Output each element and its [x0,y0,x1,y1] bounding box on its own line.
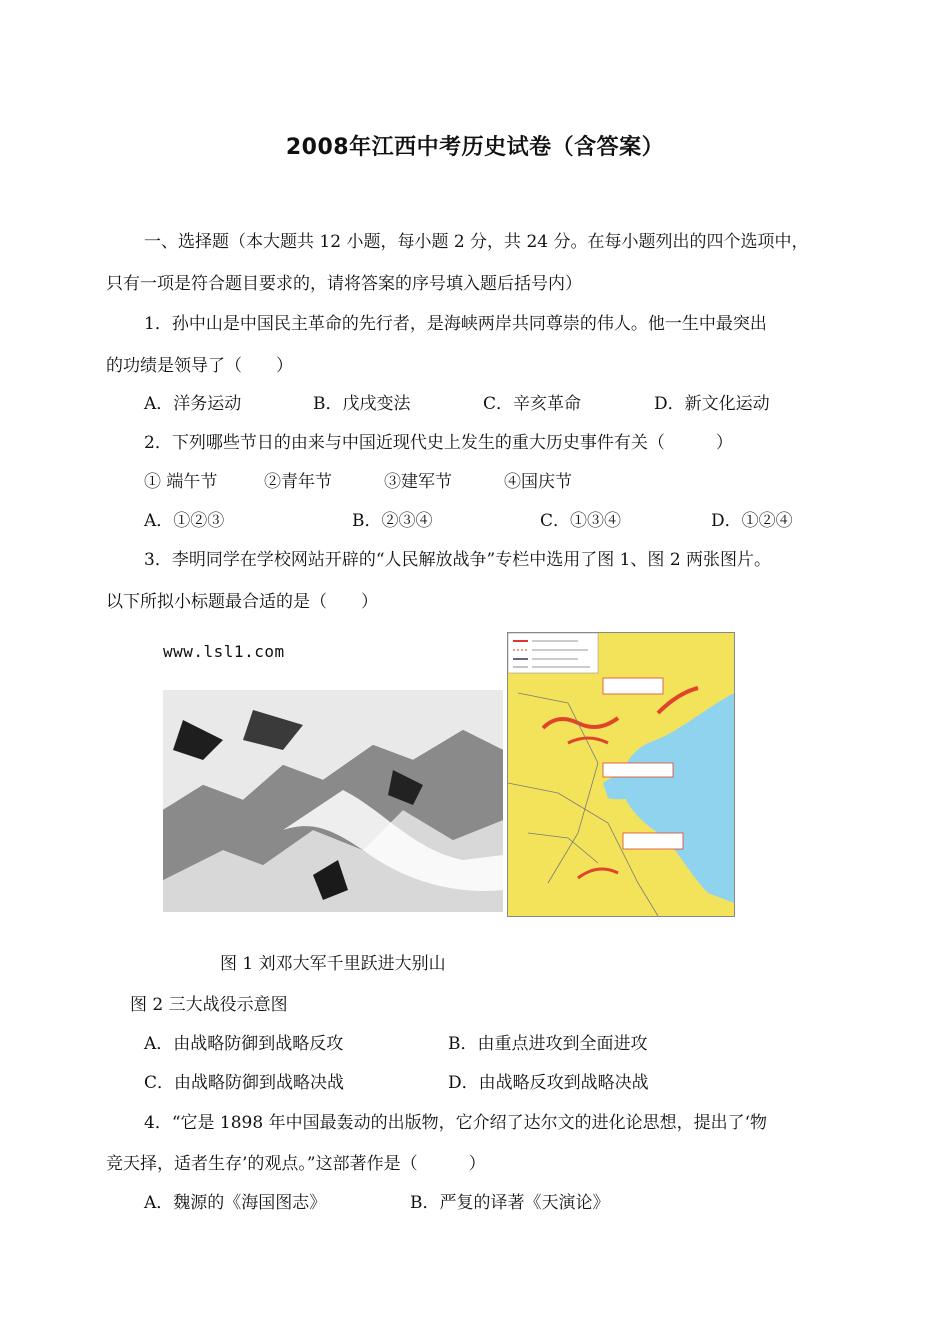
question-3-option-d: D．由战略反攻到战略决战 [448,1073,649,1093]
question-2-item-4: ④国庆节 [504,472,572,492]
question-2-item-2: ②青年节 [264,472,332,492]
question-1-line-2: 的功绩是领导了（ ） [106,356,293,376]
question-2-option-c: C．①③④ [540,511,622,531]
question-3-line-1: 3．李明同学在学校网站开辟的“人民解放战争”专栏中选用了图 1、图 2 两张图片。 [144,550,772,570]
question-1-option-b: B．戊戌变法 [313,394,411,414]
section-intro-line-2: 只有一项是符合题目要求的，请将答案的序号填入题后括号内） [106,274,582,294]
question-1-option-c: C．辛亥革命 [483,394,582,414]
question-2-item-1: ① 端午节 [144,472,218,492]
question-1-option-d: D．新文化运动 [654,394,770,414]
question-2-item-3: ③建军节 [384,472,452,492]
question-3-option-a: A．由战略防御到战略反攻 [144,1034,344,1054]
question-2-option-d: D．①②④ [711,511,793,531]
question-4-line-1: 4．“它是 1898 年中国最轰动的出版物，它介绍了达尔文的进化论思想，提出了‘物 [144,1113,767,1133]
watermark-text: www.lsl1.com [163,642,285,661]
question-2-line-1: 2．下列哪些节日的由来与中国近现代史上发生的重大历史事件有关（ ） [144,433,733,453]
figure-2-caption: 图 2 三大战役示意图 [130,995,288,1015]
question-2-option-a: A．①②③ [144,511,225,531]
figure-1-photo [163,690,503,912]
question-2-option-b: B．②③④ [352,511,433,531]
section-intro-line-1: 一、选择题（本大题共 12 小题，每小题 2 分，共 24 分。在每小题列出的四个选项中， [144,232,809,252]
figure-2-map [507,632,735,917]
page-title: 2008年江西中考历史试卷（含答案） [285,135,665,160]
question-4-option-a: A．魏源的《海国图志》 [144,1193,327,1213]
question-1-line-1: 1．孙中山是中国民主革命的先行者，是海峡两岸共同尊崇的伟人。他一生中最突出 [144,314,767,334]
question-4-line-2: 竞天择，适者生存’的观点。”这部著作是（ ） [106,1154,486,1174]
figure-1-caption: 图 1 刘邓大军千里跃进大别山 [220,954,446,974]
question-3-option-b: B．由重点进攻到全面进攻 [448,1034,648,1054]
question-1-option-a: A．洋务运动 [144,394,242,414]
question-4-option-b: B．严复的译著《天演论》 [410,1193,610,1213]
question-3-line-2: 以下所拟小标题最合适的是（ ） [106,592,378,612]
question-3-option-c: C．由战略防御到战略决战 [144,1073,345,1093]
